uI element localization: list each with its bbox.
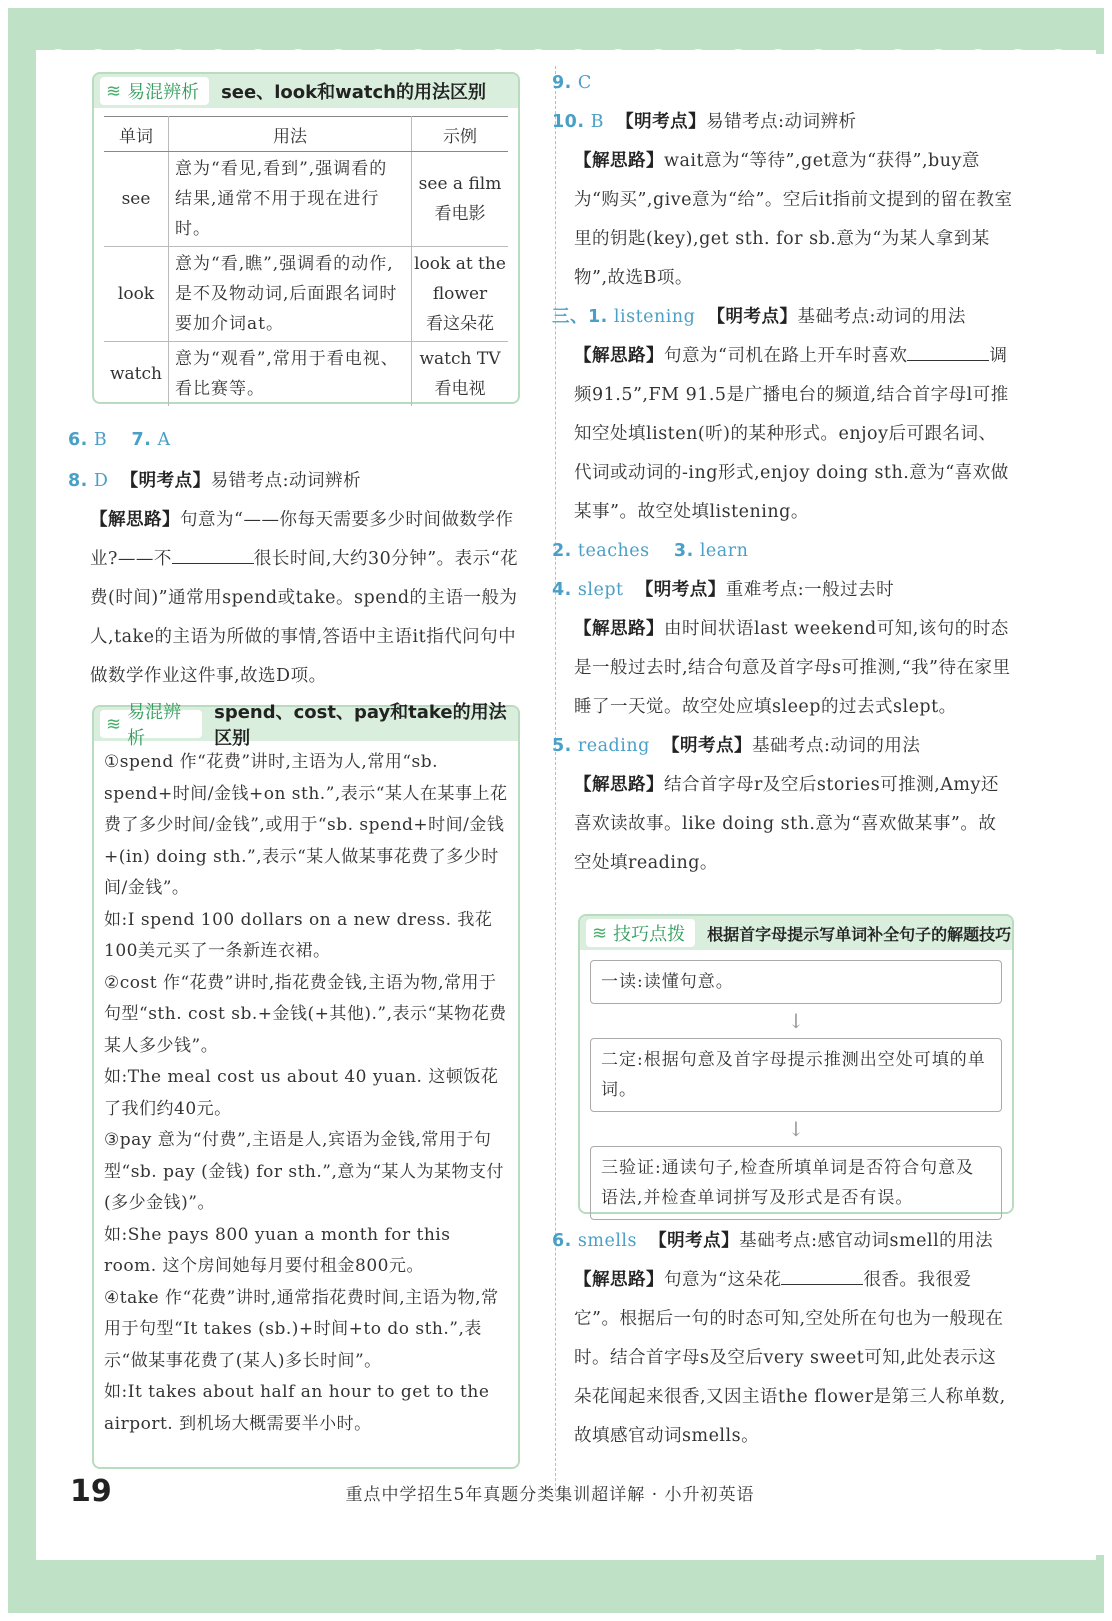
q8-kp-label: 【明考点】 xyxy=(120,471,211,491)
q9-answer: C xyxy=(577,73,592,93)
example-cn: 看这朵花 xyxy=(426,314,494,334)
page-number: 19 xyxy=(70,1474,112,1509)
box-header xyxy=(94,74,518,108)
page-border-bottom xyxy=(8,1555,1104,1613)
q4-sl-label: 【解思路】 xyxy=(574,619,664,639)
usage-paragraph: ①spend 作“花费”讲时,主语为人,常用“sb. spend+时间/金钱+on sth.”,表示“某人在某事上花费了多少时间/金钱”,或用于“sb. spend+时间/金钱+(in) doing sth.”,表示“某人做某事花费了多少时间/金钱”。 xyxy=(104,752,508,898)
waves-icon: ≋ xyxy=(106,80,122,102)
q10-kp-label: 【明考点】 xyxy=(616,112,707,132)
answer-blank xyxy=(907,340,989,361)
q8-number: 8. xyxy=(68,471,88,491)
s3-1-sl-text-1: 句意为“司机在路上开车时喜欢 xyxy=(664,346,908,366)
box-body xyxy=(94,741,518,1446)
example-en: watch TV xyxy=(419,349,501,369)
footer-text: 重点中学招生5年真题分类集训超详解 · 小升初英语 xyxy=(345,1485,755,1505)
q9-number: 9. xyxy=(552,73,572,93)
q7-number: 7. xyxy=(131,430,152,450)
tip-step: 二定:根据句意及首字母提示推测出空处可填的单词。 xyxy=(590,1038,1002,1112)
q5-sl-text: 结合首字母r及空后stories可推测,Amy还喜欢读故事。like doing sth.意为“喜欢做某事”。故空处填reading。 xyxy=(574,775,999,873)
table-header-example: 示例 xyxy=(412,117,509,152)
down-arrow-icon: ↓ xyxy=(787,1117,805,1141)
box-tag xyxy=(586,919,695,947)
box-title: see、look和watch的用法区别 xyxy=(221,82,486,103)
tip-step: 三验证:通读句子,检查所填单词是否符合句意及语法,并检查单词拼写及形式是否有误。 xyxy=(590,1146,1002,1220)
q4-number: 4. xyxy=(552,580,572,600)
confusable-box-see-look-watch xyxy=(92,72,520,404)
q3-answer: learn xyxy=(699,541,749,561)
s3-1-kp-text: 基础考点:动词的用法 xyxy=(797,307,966,327)
box-tag-label: 技巧点拨 xyxy=(613,924,686,945)
q6r-kp-text: 基础考点:感官动词smell的用法 xyxy=(739,1231,994,1251)
q4-kp-text: 重难考点:一般过去时 xyxy=(725,580,895,600)
q5-kp-text: 基础考点:动词的用法 xyxy=(751,736,921,756)
tips-box xyxy=(578,914,1014,1214)
confusable-box-spend-cost-pay-take xyxy=(92,702,520,1469)
q2-number: 2. xyxy=(552,541,572,561)
row-example xyxy=(412,247,509,342)
q6r-sl-text-1: 句意为“这朵花 xyxy=(664,1270,782,1290)
row-word: see xyxy=(104,152,169,247)
down-arrow-icon: ↓ xyxy=(787,1009,805,1033)
waves-icon: ≋ xyxy=(592,922,608,944)
s3-1-answer: listening xyxy=(613,307,696,327)
tip-step: 一读:读懂句意。 xyxy=(590,960,1002,1004)
table-header-word: 单词 xyxy=(104,117,169,152)
row-example xyxy=(412,152,509,247)
usage-paragraph: ②cost 作“花费”讲时,指花费金钱,主语为物,常用于句型“sth. cost sb.+金钱(+其他).”,表示“某物花费某人多少钱”。 xyxy=(104,972,507,1056)
box-title: 根据首字母提示写单词补全句子的解题技巧 xyxy=(707,924,1012,944)
row-usage: 意为“看,瞧”,强调看的动作,是不及物动词,后面跟名词时要加介词at。 xyxy=(169,247,412,342)
q3-number: 3. xyxy=(673,541,694,561)
s3-1-sl-text-2: 调频91.5”,FM 91.5是广播电台的频道,结合首字母l可推知空处填listen(听)的某种形式。enjoy后可跟名词、代词或动词的-ing形式,enjoy doing sth.意为“喜欢做某事”。故空处填listening。 xyxy=(574,346,1009,522)
q10-kp-text: 易错考点:动词辨析 xyxy=(706,112,857,132)
q5-answer: reading xyxy=(577,736,650,756)
example-paragraph: 如:The meal cost us about 40 yuan. 这顿饭花了我们约40元。 xyxy=(104,1067,499,1119)
box-title: spend、cost、pay和take的用法区别 xyxy=(214,702,507,749)
page-border-left xyxy=(8,8,36,1608)
q4-answer: slept xyxy=(577,580,624,600)
q8-block xyxy=(68,462,520,696)
s3-1-number: 三、1. xyxy=(552,307,608,327)
example-cn: 看电视 xyxy=(434,379,486,399)
q10-sl-label: 【解思路】 xyxy=(574,151,664,171)
box-tag xyxy=(100,702,202,749)
q6r-answer: smells xyxy=(577,1231,638,1251)
example-en: look at the flower xyxy=(414,254,506,304)
q8-sl-label: 【解思路】 xyxy=(90,510,180,530)
q8-sl-text-1: 句意为“——你每天需要多少时间做数学作业?——不 xyxy=(90,510,514,569)
row-example xyxy=(412,342,509,407)
q4-kp-label: 【明考点】 xyxy=(635,580,726,600)
row-usage: 意为“看见,看到”,强调看的结果,通常不用于现在进行时。 xyxy=(169,152,412,247)
answer-blank xyxy=(781,1264,863,1285)
right-column xyxy=(552,64,1014,883)
table-row xyxy=(104,342,508,407)
box-header xyxy=(94,702,518,749)
answer-blank xyxy=(172,543,254,564)
q10-sl-text: wait意为“等待”,get意为“获得”,buy意为“购买”,give意为“给”。空后it指前文提到的留在教室里的钥匙(key),get sth. for sb.意为“为某人拿到某物”,故选B项。 xyxy=(574,151,1013,288)
example-paragraph: 如:It takes about half an hour to get to the airport. 到机场大概需要半小时。 xyxy=(104,1382,490,1434)
box-header xyxy=(580,916,1012,950)
q4-sl-text: 由时间状语last weekend可知,该句的时态是一般过去时,结合句意及首字母s可推测,“我”待在家里睡了一天觉。故空处应填sleep的过去式slept。 xyxy=(574,619,1011,717)
comparison-table xyxy=(104,116,508,406)
usage-paragraph: ③pay 意为“付费”,主语是人,宾语为金钱,常用于句型“sb. pay (金钱) for sth.”,意为“某人为某物支付(多少金钱)”。 xyxy=(104,1130,505,1213)
q6-answer: B xyxy=(93,430,108,450)
q2-answer: teaches xyxy=(577,541,650,561)
s3-1-sl-label: 【解思路】 xyxy=(574,346,664,366)
q8-kp-text: 易错考点:动词辨析 xyxy=(210,471,361,491)
example-paragraph: 如:She pays 800 yuan a month for this room. 这个房间她每月要付租金800元。 xyxy=(104,1224,451,1276)
box-tag xyxy=(100,77,209,105)
row-word: watch xyxy=(104,342,169,407)
box-tag-label: 易混辨析 xyxy=(127,702,182,749)
example-paragraph: 如:I spend 100 dollars on a new dress. 我花100美元买了一条新连衣裙。 xyxy=(104,909,493,961)
s3-1-kp-label: 【明考点】 xyxy=(707,307,798,327)
q6r-sl-label: 【解思路】 xyxy=(574,1270,664,1290)
q7-answer: A xyxy=(157,430,171,450)
example-en: see a film xyxy=(418,174,502,194)
q8-sl-text-2: 很长时间,大约30分钟”。表示“花费(时间)”通常用spend或take。spend的主语一般为人,take的主语为所做的事情,答语中主语it指代问句中做数学作业这件事,故选D项。 xyxy=(90,549,519,686)
q6r-sl-text-2: 很香。我很爱它”。根据后一句的时态可知,空处所在句也为一般现在时。结合首字母s及空后very sweet可知,此处表示这朵花闻起来很香,又因主语the flower是第三人称单数,故填感官动词smells。 xyxy=(574,1270,1006,1446)
table-header-usage: 用法 xyxy=(169,117,412,152)
q6r-kp-label: 【明考点】 xyxy=(649,1231,740,1251)
q10-number: 10. xyxy=(552,112,585,132)
q5-kp-label: 【明考点】 xyxy=(661,736,752,756)
q6-right-block xyxy=(552,1222,1014,1456)
answers-6-7 xyxy=(68,421,518,460)
q6r-number: 6. xyxy=(552,1231,572,1251)
table-row xyxy=(104,152,508,247)
q8-answer: D xyxy=(93,471,109,491)
row-usage: 意为“观看”,常用于看电视、看比赛等。 xyxy=(169,342,412,407)
row-word: look xyxy=(104,247,169,342)
q5-number: 5. xyxy=(552,736,572,756)
box-tag-label: 易混辨析 xyxy=(127,82,200,103)
example-cn: 看电影 xyxy=(434,204,486,224)
waves-icon: ≋ xyxy=(106,713,122,735)
q10-answer: B xyxy=(590,112,604,132)
q5-sl-label: 【解思路】 xyxy=(574,775,664,795)
table-row xyxy=(104,247,508,342)
q6-number: 6. xyxy=(68,430,88,450)
usage-paragraph: ④take 作“花费”讲时,通常指花费时间,主语为物,常用于句型“It takes (sb.)+时间+to do sth.”,表示“做某事花费了(某人)多长时间”。 xyxy=(104,1287,499,1371)
